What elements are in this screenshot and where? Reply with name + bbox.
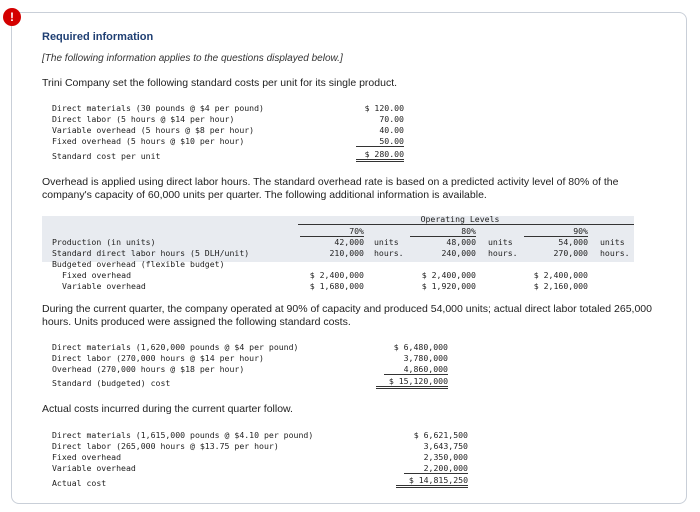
variable-overhead-label: Variable overhead: [62, 281, 146, 291]
std-row-value: 70.00: [379, 114, 404, 124]
production-unit: units: [374, 237, 399, 247]
variable-overhead-value: $ 1,680,000: [309, 281, 364, 291]
intro-text: Trini Company set the following standard costs per unit for its single product.: [42, 77, 398, 89]
assigned-row-label: Direct materials (1,620,000 pounds @ $4 per pound): [52, 342, 299, 352]
std-row-label: Direct materials (30 pounds @ $4 per pound): [52, 103, 264, 113]
std-row-label: Fixed overhead (5 hours @ $10 per hour): [52, 136, 245, 146]
std-row-label: Variable overhead (5 hours @ $8 per hour): [52, 125, 255, 135]
alert-icon: !: [3, 8, 21, 26]
production-value: 54,000: [558, 237, 588, 247]
actual-row-value: 2,200,000: [404, 463, 468, 474]
std-row-value: 40.00: [379, 125, 404, 135]
assigned-row-value: 4,860,000: [384, 364, 448, 375]
production-unit: units: [488, 237, 513, 247]
quarter-paragraph: During the current quarter, the company operated at 90% of capacity and produced 54,000 units; actual direct labor totaled 265,000 hours. Units produced were assigned the following standard costs.: [42, 303, 652, 328]
level-90: 90%: [524, 226, 588, 237]
std-row-value: 50.00: [356, 136, 404, 147]
fixed-overhead-label: Fixed overhead: [62, 270, 132, 280]
assigned-row-value: $ 6,480,000: [393, 342, 448, 352]
actual-row-value: 2,350,000: [423, 452, 468, 462]
page-title: Required information: [42, 31, 154, 43]
variable-overhead-value: $ 1,920,000: [421, 281, 476, 291]
std-total-label: Standard cost per unit: [52, 151, 161, 161]
actual-row-label: Direct materials (1,615,000 pounds @ $4.10 per pound): [52, 430, 314, 440]
production-value: 42,000: [334, 237, 364, 247]
actual-intro: Actual costs incurred during the current quarter follow.: [42, 403, 293, 415]
assigned-total-label: Standard (budgeted) cost: [52, 378, 171, 388]
dlh-value: 270,000: [553, 248, 588, 258]
actual-row-label: Fixed overhead: [52, 452, 122, 462]
budget-label: Budgeted overhead (flexible budget): [52, 259, 225, 269]
dlh-label: Standard direct labor hours (5 DLH/unit): [52, 248, 250, 258]
level-80: 80%: [410, 226, 476, 237]
std-row-label: Direct labor (5 hours @ $14 per hour): [52, 114, 235, 124]
dlh-value: 210,000: [329, 248, 364, 258]
dlh-unit: hours.: [600, 248, 630, 258]
std-row-value: $ 120.00: [364, 103, 404, 113]
level-70: 70%: [300, 226, 364, 237]
actual-row-label: Direct labor (265,000 hours @ $13.75 per hour): [52, 441, 279, 451]
assigned-total-value: $ 15,120,000: [376, 376, 448, 389]
fixed-overhead-value: $ 2,400,000: [309, 270, 364, 280]
overhead-paragraph: Overhead is applied using direct labor hours. The standard overhead rate is based on a predicted activity level of 80% of the company's capacity of 60,000 units per quarter. The following additional information is available.: [42, 176, 619, 201]
production-value: 48,000: [446, 237, 476, 247]
operating-levels-header: Operating Levels: [420, 214, 500, 224]
header-divider: [298, 224, 634, 225]
dlh-unit: hours.: [374, 248, 404, 258]
actual-row-value: 3,643,750: [423, 441, 468, 451]
std-total-value: $ 280.00: [356, 149, 404, 162]
fixed-overhead-value: $ 2,400,000: [533, 270, 588, 280]
production-label: Production (in units): [52, 237, 156, 247]
actual-row-value: $ 6,621,500: [413, 430, 468, 440]
actual-row-label: Variable overhead: [52, 463, 136, 473]
assigned-row-label: Overhead (270,000 hours @ $18 per hour): [52, 364, 245, 374]
instruction-note: [The following information applies to the questions displayed below.]: [42, 53, 343, 64]
actual-total-value: $ 14,815,250: [396, 475, 468, 488]
actual-total-label: Actual cost: [52, 478, 107, 488]
dlh-unit: hours.: [488, 248, 518, 258]
assigned-row-value: 3,780,000: [403, 353, 448, 363]
dlh-value: 240,000: [441, 248, 476, 258]
variable-overhead-value: $ 2,160,000: [533, 281, 588, 291]
production-unit: units: [600, 237, 625, 247]
assigned-row-label: Direct labor (270,000 hours @ $14 per hour): [52, 353, 264, 363]
fixed-overhead-value: $ 2,400,000: [421, 270, 476, 280]
